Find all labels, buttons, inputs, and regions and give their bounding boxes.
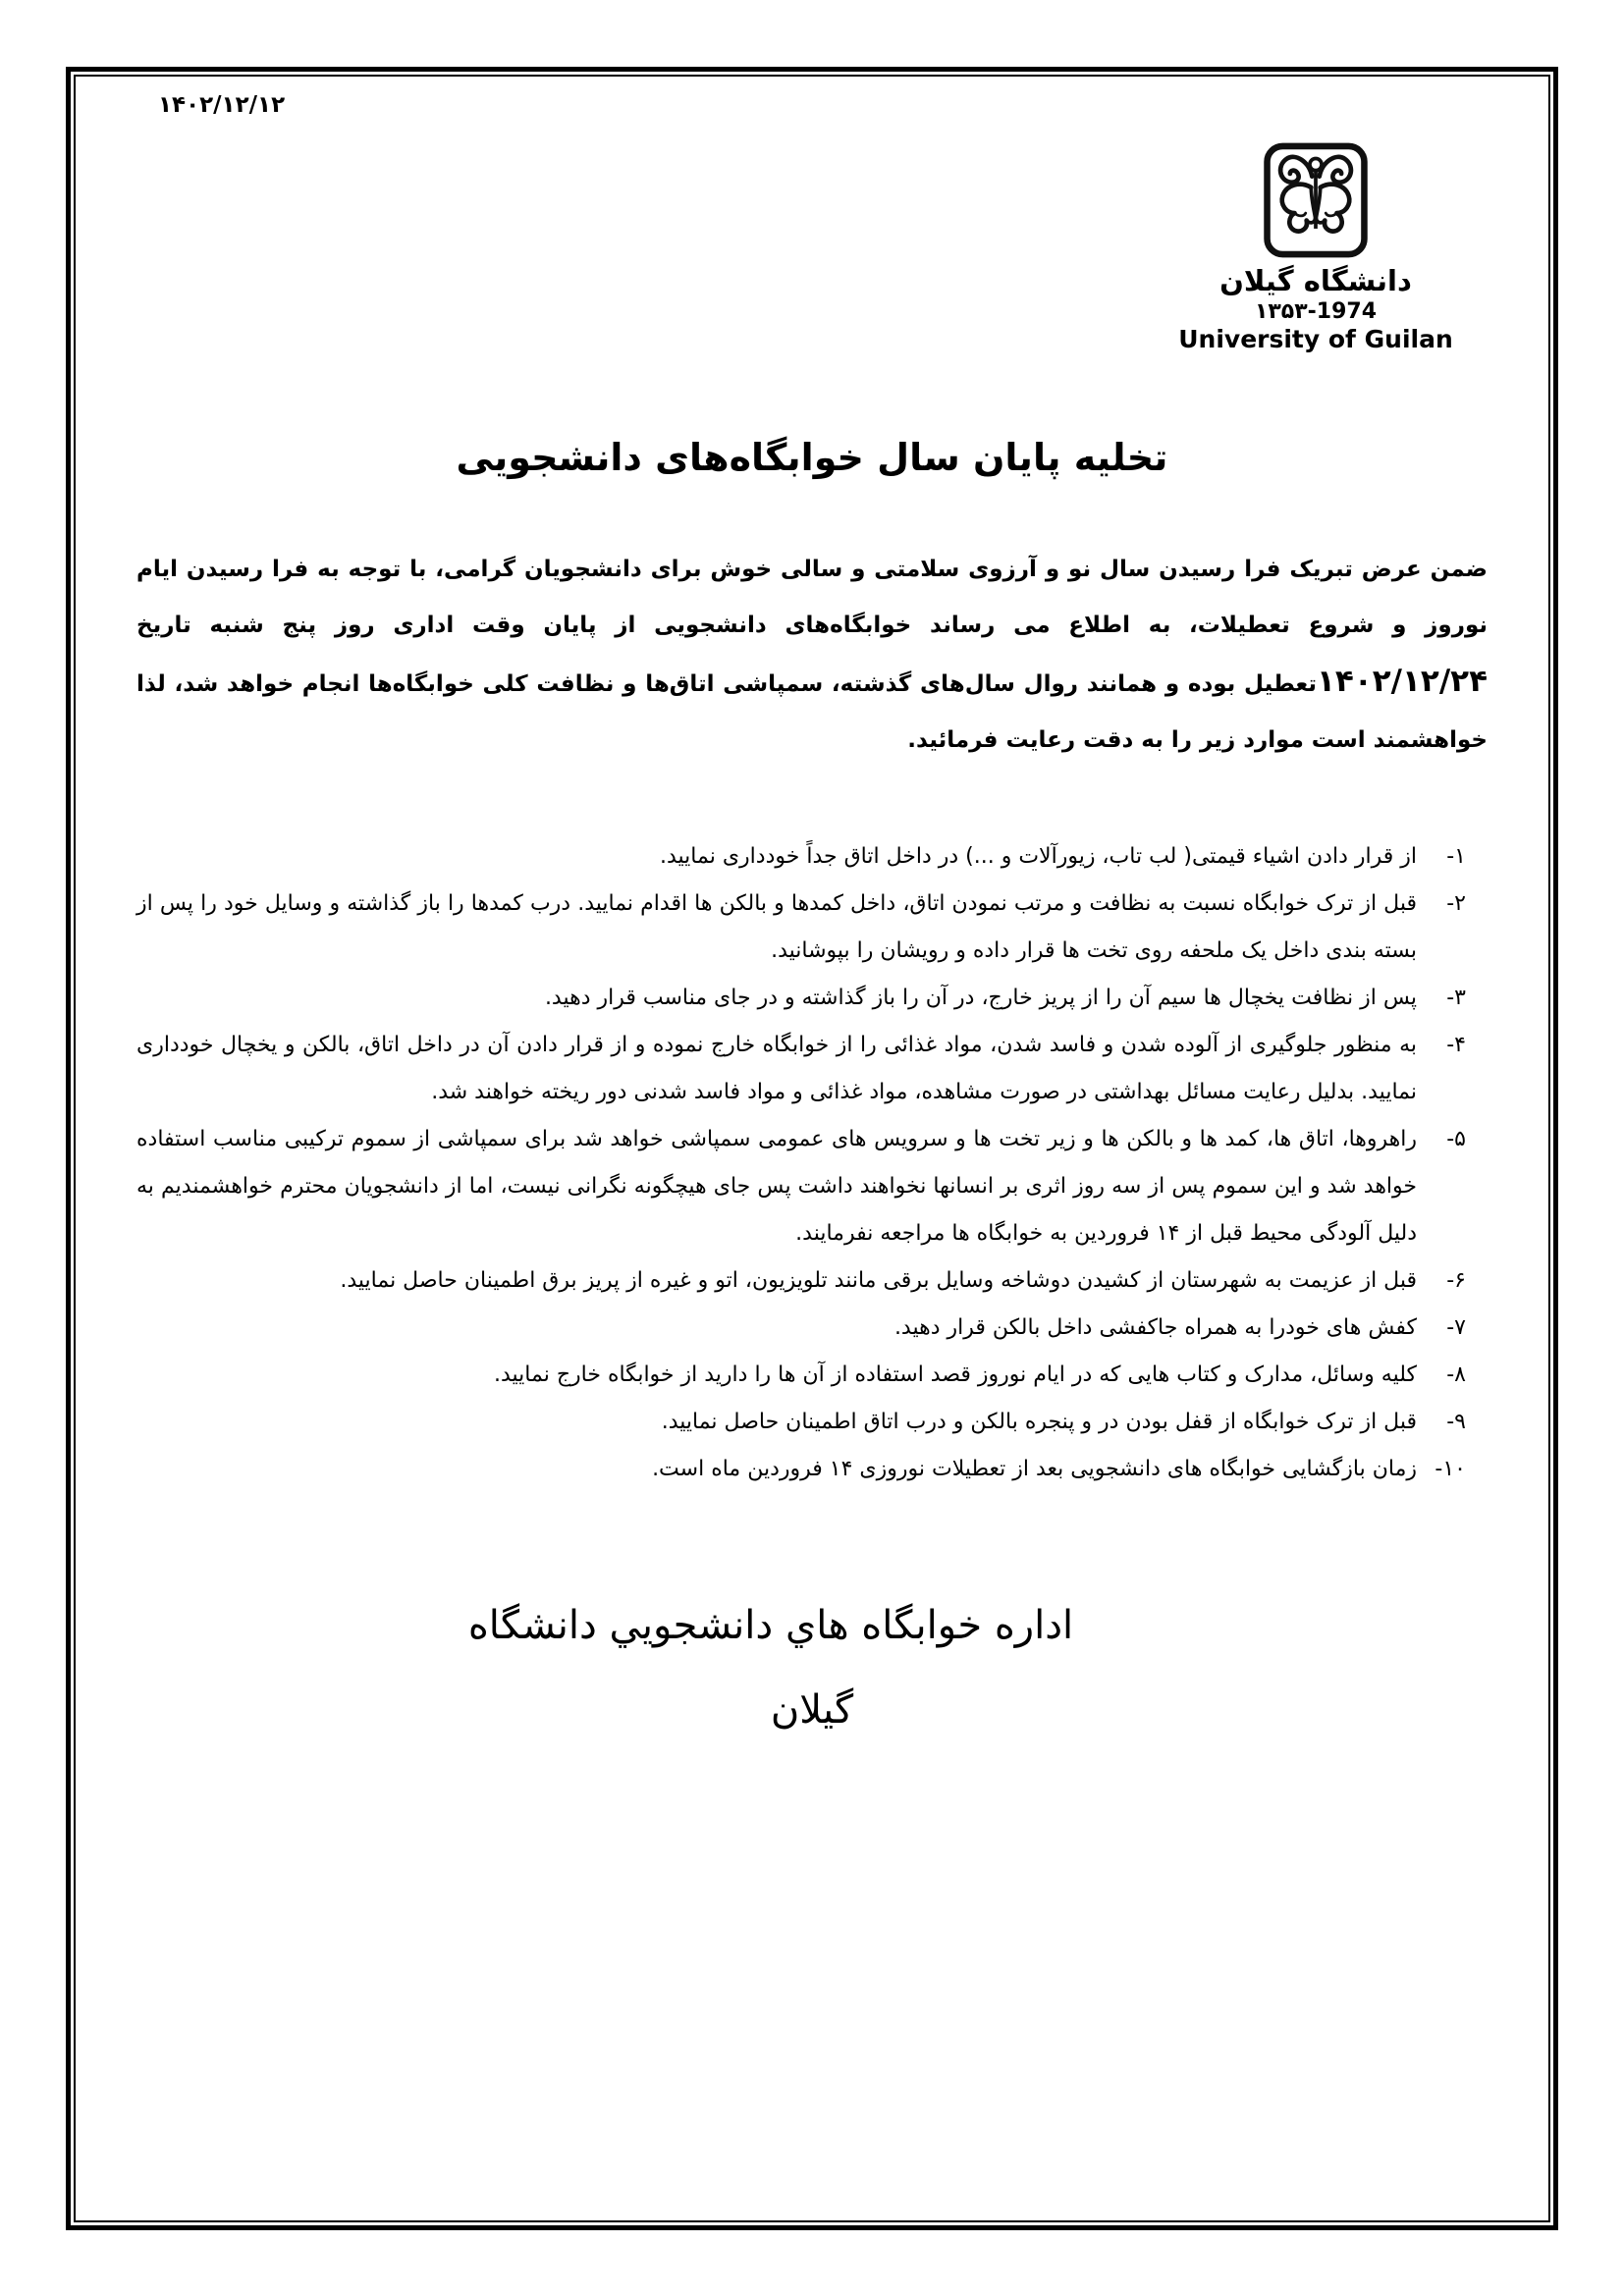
signature-block <box>136 1583 1488 1752</box>
signature-line-1: اداره خوابگاه هاي دانشجويي دانشگاه <box>467 1603 1074 1648</box>
item-text: زمان بازگشایی خوابگاه های دانشجویی بعد از تعطیلات نوروزی ۱۴ فروردین ماه است. <box>652 1457 1417 1481</box>
list-item <box>136 1257 1488 1305</box>
item-text: پس از نظافت یخچال ها سیم آن را از پریز خارج، در آن را باز گذاشته و در جای مناسب قرار دهید. <box>544 986 1417 1010</box>
item-text: از قرار دادن اشیاء قیمتی( لب تاب، زیورآلات و ...) در داخل اتاق جداً خودداری نمایید. <box>659 844 1417 869</box>
item-number: ۹- <box>1446 1410 1466 1434</box>
intro-paragraph <box>136 542 1488 769</box>
item-number: ۵- <box>1446 1127 1466 1151</box>
item-number: ۳- <box>1446 986 1466 1010</box>
list-item <box>136 1116 1488 1257</box>
university-logo <box>1164 139 1468 353</box>
item-number: ۶- <box>1446 1268 1466 1293</box>
item-number: ۸- <box>1446 1362 1466 1387</box>
logo-name-en: University of Guilan <box>1178 324 1453 353</box>
page-border-outer <box>66 67 1558 2230</box>
list-item <box>136 975 1488 1022</box>
list-item <box>136 1399 1488 1446</box>
rules-list <box>136 833 1488 1493</box>
university-emblem-icon <box>1261 139 1371 261</box>
item-number: ۲- <box>1446 891 1466 916</box>
logo-calligraphy: دانشگاه گیلان <box>1219 264 1412 297</box>
item-number: ۷- <box>1446 1315 1466 1340</box>
item-text: کفش های خودرا به همراه جاکفشی داخل بالکن قرار دهید. <box>893 1315 1417 1340</box>
signature-line-2: گيلان <box>770 1687 854 1733</box>
item-number: ۴- <box>1446 1033 1466 1057</box>
list-item <box>136 1352 1488 1399</box>
intro-text-before-date: ضمن عرض تبریک فرا رسیدن سال نو و آرزوی سلامتی و سالی خوش برای دانشجویان گرامی، با توجه به فرا رسیدن ایام نوروز و شروع تعطیلات، به اطلاع می رساند خوابگاه‌های دانشجویی از پایان وقت اداری روز پنج شنبه تاریخ <box>136 557 1488 638</box>
page-border-inner <box>74 75 1550 2222</box>
item-text: به منظور جلوگیری از آلوده شدن و فاسد شدن، مواد غذائی را از خوابگاه خارج نموده و از قرار دادن آن در داخل اتاق، بالکن و یخچال خودداری نمایید. بدلیل رعایت مسائل بهداشتی در صورت مشاهده، مواد غذائی و مواد فاسد شدنی دور ریخته خواهند شد. <box>136 1033 1417 1104</box>
intro-text-after-date: تعطیل بوده و همانند روال سال‌های گذشته، سمپاشی اتاق‌ها و نظافت کلی خوابگاه‌ها انجام خواهد شد، لذا خواهشمند است موارد زیر را به دقت رعایت فرمائید. <box>136 671 1488 753</box>
document-date: ۱۴۰۲/۱۲/۱۲ <box>158 92 286 118</box>
list-item <box>136 1446 1488 1493</box>
item-text: قبل از ترک خوابگاه نسبت به نظافت و مرتب نمودن اتاق، داخل کمدها و بالکن ها اقدام نمایید. درب کمدها را باز گذاشته و وسایل خود را پس از بسته بندی داخل یک ملحفه روی تخت ها قرار داده و رویشان را بپوشانید. <box>136 891 1417 963</box>
list-item <box>136 1022 1488 1116</box>
item-number: ۱۰- <box>1435 1457 1466 1481</box>
list-item <box>136 881 1488 975</box>
list-item <box>136 1305 1488 1352</box>
item-number: ۱- <box>1446 844 1466 869</box>
page-title: تخلیه پایان سال خوابگاه‌های دانشجویی <box>456 436 1168 479</box>
item-text: قبل از عزیمت به شهرستان از کشیدن دوشاخه وسایل برقی مانند تلویزیون، اتو و غیره از پریز برق اطمینان حاصل نمایید. <box>340 1268 1417 1293</box>
item-text: قبل از ترک خوابگاه از قفل بودن در و پنجره بالکن و درب اتاق اطمینان حاصل نمایید. <box>661 1410 1417 1434</box>
logo-years: ۱۳۵۳-1974 <box>1254 299 1378 325</box>
closure-date: ۱۴۰۲/۱۲/۲۴ <box>1316 664 1488 699</box>
item-text: راهروها، اتاق ها، کمد ها و بالکن ها و زیر تخت ها و سرویس های عمومی سمپاشی خواهد شد برای سمپاشی از سموم ترکیبی مناسب استفاده خواهد شد و این سموم پس از سه روز اثری بر انسانها نخواهند داشت پس جای هیچگونه نگرانی نیست، اما از دانشجویان محترم خواهشمندیم به دلیل آلودگی محیط قبل از ۱۴ فروردین به خوابگاه ها مراجعه نفرمایند. <box>136 1127 1417 1246</box>
list-item <box>136 833 1488 881</box>
item-text: کلیه وسائل، مدارک و کتاب هایی که در ایام نوروز قصد استفاده از آن ها را دارید از خوابگاه خارج نمایید. <box>493 1362 1417 1387</box>
